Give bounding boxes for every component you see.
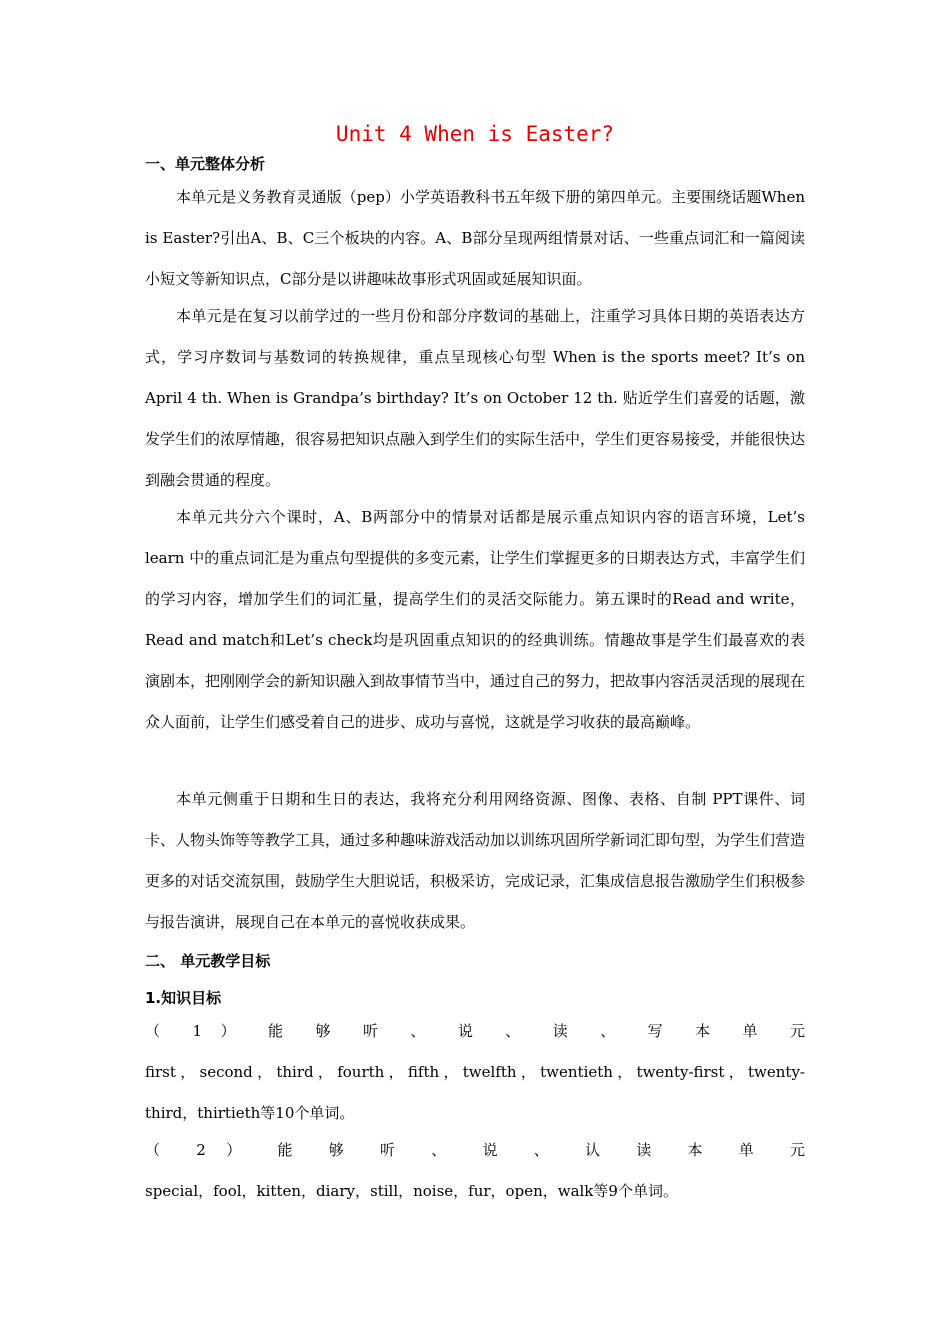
goal-item-2-line-1: （ 2 ） 能 够 听 、 说 、 认 读 本 单 元: [145, 1141, 805, 1159]
paragraph-lesson-structure: 本单元共分六个课时，A、B两部分中的情景对话都是展示重点知识内容的语言环境，Let’s learn 中的重点词汇是为重点句型提供的多变元素，让学生们掌握更多的日期表达方式，丰富学生们的学习内容，增加学生们的词汇量，提高学生们的灵活交际能力。第五课时的Read and write，Read and match和Let’s check均是巩固重点知识的的经典训练。情趣故事是学生们最喜欢的表演剧本，把刚刚学会的新知识融入到故事情节当中，通过自己的努力，把故事内容活灵活现的展现在众人面前，让学生们感受着自己的进步、成功与喜悦，这就是学习收获的最高巅峰。: [145, 508, 806, 731]
document-title: Unit 4 When is Easter?: [335, 122, 615, 146]
paragraph-content-focus: 本单元是在复习以前学过的一些月份和部分序数词的基础上，注重学习具体日期的英语表达方式，学习序数词与基数词的转换规律，重点呈现核心句型 When is the sports meet? It’s on April 4 th. When is Grandpa’s birthday? It’s on October 12 th. 贴近学生们喜爱的话题，激发学生们的浓厚情趣，很容易把知识点融入到学生们的实际生活中，学生们更容易接受，并能很快达到融会贯通的程度。: [145, 307, 806, 489]
goal-item-1-line-1: （ 1 ） 能 够 听 、 说 、 读 、 写 本 单 元: [145, 1022, 805, 1040]
goal-item-1-line-2: first，second，third，fourth，fifth，twelfth，twentieth，twenty-first，twenty-: [145, 1063, 805, 1081]
paragraph-teaching-methods: 本单元侧重于日期和生日的表达，我将充分利用网络资源、图像、表格、自制 PPT课件、词卡、人物头饰等等教学工具，通过多种趣味游戏活动加以训练巩固所学新词汇即句型，为学生们营造更多的对话交流氛围，鼓励学生大胆说话，积极采访，完成记录，汇集成信息报告激励学生们积极参与报告演讲，展现自己在本单元的喜悦收获成果。: [145, 790, 806, 931]
section-heading-teaching-goals: 二、 单元教学目标: [145, 952, 271, 970]
section-heading-unit-analysis: 一、单元整体分析: [145, 155, 266, 173]
goal-item-2-line-2: special，fool，kitten，diary，still，noise，fur，open，walk等9个单词。: [145, 1182, 678, 1200]
paragraph-unit-overview: 本单元是义务教育灵通版（pep）小学英语教科书五年级下册的第四单元。主要围绕话题When is Easter?引出A、B、C三个板块的内容。A、B部分呈现两组情景对话、一些重点词汇和一篇阅读小短文等新知识点，C部分是以讲趣味故事形式巩固或延展知识面。: [145, 188, 805, 288]
subheading-knowledge-goals: 1.知识目标: [145, 989, 222, 1007]
goal-item-1-line-3: third，thirtieth等10个单词。: [145, 1104, 355, 1122]
